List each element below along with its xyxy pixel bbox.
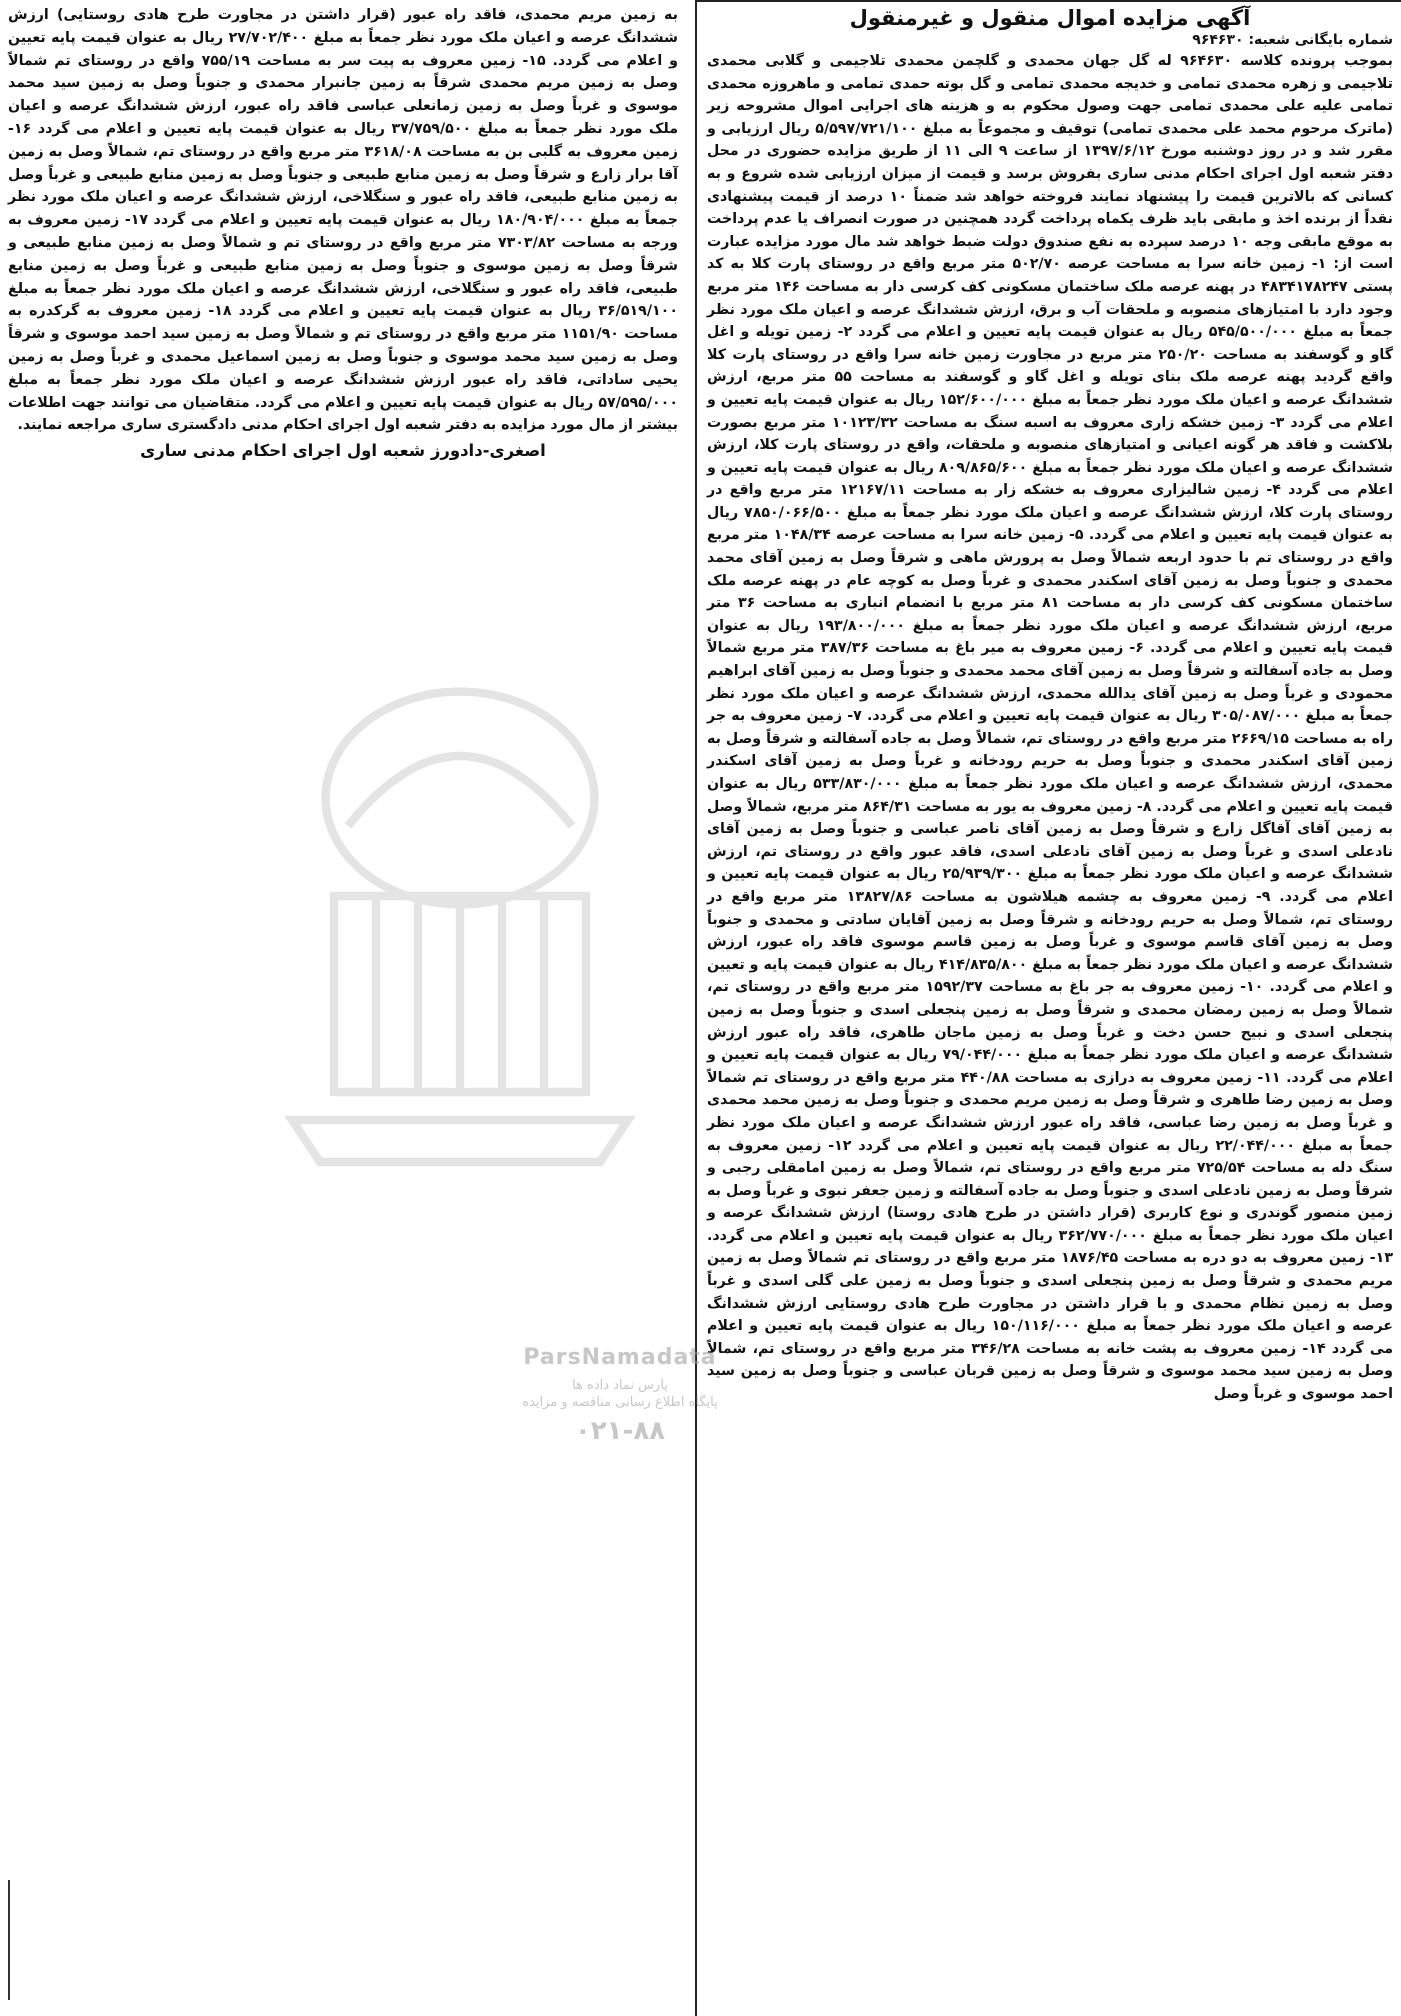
- notice-body-continued: به زمین مریم محمدی، فاقد راه عبور (قرار داشتن در مجاورت طرح هادی روستایی) ارزش ششدانگ عرصه و اعیان ملک مورد نظر جمعاً به مبلغ ۲۷/۷۰۲/۴۰۰ ریال به عنوان قیمت پایه تعیین و اعلام می گردد. ۱۵- زمین معروف به پیت سر به مساحت ۷۵۵/۱۹ واقع در روستای تم شمالاً وصل به زمین مریم محمدی شرقاً به زمین جانبرار محمدی و جنوباً وصل به زمین سید محمد موسوی و غرباً وصل به زمین زمانعلی عباسی فاقد راه عبور، ارزش ششدانگ عرصه و اعیان ملک مورد نظر جمعاً به مبلغ ۳۷/۷۵۹/۵۰۰ ریال به عنوان قیمت پایه تعیین و اعلام می گردد ۱۶- زمین معروف به گلبی بن به مساحت ۳۶۱۸/۰۸ متر مربع واقع در روستای تم، شمالاً وصل به زمین آقا برار زارع و شرقاً وصل به زمین منابع طبیعی و جنوباً وصل به زمین منابع طبیعی و غرباً وصل به زمین منابع طبیعی، فاقد راه عبور و سنگلاخی، ارزش ششدانگ عرصه و اعیان ملک مورد نظر جمعاً به مبلغ ۱۸۰/۹۰۴/۰۰۰ ریال به عنوان قیمت پایه تعیین و اعلام می گردد ۱۷- زمین معروف به ورجه به مساحت ۷۳۰۳/۸۲ متر مربع واقع در روستای تم و شمالاً وصل به زمین منابع طبیعی و شرقاً وصل به زمین موسوی و جنوباً وصل به زمین منابع طبیعی و غرباً وصل به زمین منابع طبیعی، فاقد راه عبور و سنگلاخی، ارزش ششدانگ عرصه و اعیان ملک مورد نظر جمعاً به مبلغ ۳۶/۵۱۹/۱۰۰ ریال به عنوان قیمت پایه تعیین و اعلام می گردد ۱۸- زمین معروف به گرکدره به مساحت ۱۱۵۱/۹۰ متر مربع واقع در روستای تم و شمالاً وصل به زمین سید احمد موسوی و شرقاً وصل به زمین سید محمد موسوی و جنوباً وصل به زمین اسماعیل محمدی و غرباً وصل به زمین یحیی ساداتی، فاقد راه عبور ارزش ششدانگ عرصه و اعیان ملک مورد نظر جمعاً به مبلغ ۵۷/۵۹۵/۰۰۰ ریال به عنوان قیمت پایه تعیین و اعلام می گردد. متقاضیان می توانند جهت اطلاعات بیشتر از مال مورد مزایده به دفتر شعبه اول اجرای احکام مدنی دادگستری ساری مراجعه نمایند.: [8, 7, 679, 434]
- column-top-border: [697, 0, 1401, 2]
- notice-signature: اصغری-دادورز شعبه اول اجرای احکام مدنی ساری: [140, 441, 546, 461]
- watermark-tagline: پارس نماد داده ها: [572, 1378, 668, 1393]
- watermark-building-logo: [180, 630, 740, 1190]
- watermark-brand: ParsNamadata: [523, 1345, 717, 1370]
- page-edge-line: [8, 1880, 16, 2000]
- watermark-subtitle: پایگاه اطلاع رسانی مناقصه و مزایده: [522, 1395, 718, 1410]
- auction-notice-continuation-column: [0, 0, 686, 700]
- notice-title: آگهی مزایده اموال منقول و غیرمنقول: [849, 6, 1251, 30]
- archive-number: شماره بایگانی شعبه: ۹۶۴۶۳۰: [1192, 32, 1393, 48]
- notice-body-main: بموجب پرونده کلاسه ۹۶۴۶۳۰ له گل جهان محمدی و گلچمن محمدی تلاجیمی و گلابی محمدی تلاجیمی و زهره محمدی تمامی و خدیجه محمدی تمامی و گل بوته حمدی تمامی و ماهروزه محمدی تمامی علیه علی محمدی تمامی جهت وصول محکوم به و هزینه های اجرایی اموال مشروحه زیر (ماترک مرحوم محمد علی محمدی تمامی) توقیف و مجموعاً به مبلغ ۵/۵۹۷/۷۲۱/۱۰۰ ریال ارزیابی و مقرر شد و در روز دوشنبه مورخ ۱۳۹۷/۶/۱۲ از ساعت ۹ الی ۱۱ از طریق مزایده حضوری در محل دفتر شعبه اول اجرای احکام مدنی ساری بفروش برسد و قیمت از میزان ارزیابی شده شروع و به کسانی که بالاترین قیمت را پیشنهاد نمایند فروخته خواهد شد ضمناً ۱۰ درصد از قیمت پیشنهادی نقداً از برنده اخذ و مابقی باید ظرف یکماه پرداخت گردد همچنین در صورت انصراف یا عدم پرداخت به موقع مابقی وجه ۱۰ درصد سپرده به نفع صندوق دولت ضبط خواهد شد مال مورد مزایده عبارت است از: ۱- زمین خانه سرا به مساحت عرصه ۵۰۲/۷۰ متر مربع واقع در روستای پارت کلا به کد پستی ۴۸۳۴۱۷۸۲۴۷ در پهنه عرصه ملک ساختمان مسکونی کف کرسی دار به مساحت ۱۴۶ متر مربع وجود دارد با امتیازهای منصوبه و ملحقات آب و برق، ارزش ششدانگ عرصه و اعیان ملک مورد نظر جمعاً به مبلغ ۵۴۵/۵۰۰/۰۰۰ ریال به عنوان قیمت پایه تعیین و اعلام می گردد ۲- زمین تویله و اغل گاو و گوسفند به مساحت ۲۵۰/۲۰ متر مربع در مجاورت زمین خانه سرا واقع در روستای پارت کلا واقع گردید پهنه عرصه ملک بنای تویله و اغل گاو و گوسفند به مساحت ۵۵ متر مربع، ارزش ششدانگ عرصه و اعیان ملک مورد نظر جمعاً به مبلغ ۱۵۲/۶۰۰/۰۰۰ ریال به عنوان قیمت پایه تعیین و اعلام می گردد ۳- زمین خشکه زاری معروف به اسبه سنگ به مساحت ۱۰۱۲۳/۳۲ متر مربع بصورت بلاکشت و فاقد هر گونه اعیانی و امتیازهای منصوبه و ملحقات، واقع در روستای پارت کلا، ارزش ششدانگ عرصه و اعیان ملک مورد نظر جمعاً به مبلغ ۸۰۹/۸۶۵/۶۰۰ ریال به عنوان قیمت پایه تعیین و اعلام می گردد ۴- زمین شالیزاری معروف به خشکه زار به مساحت ۱۲۱۶۷/۱۱ متر مربع واقع در روستای پارت کلا، ارزش ششدانگ عرصه و اعیان ملک مورد نظر جمعاً به مبلغ ۷۸۵۰/۰۶۶/۵۰۰ ریال به عنوان قیمت پایه تعیین و اعلام می گردد. ۵- زمین خانه سرا به مساحت عرصه ۱۰۴۸/۳۴ متر مربع واقع در روستای تم با حدود اربعه شمالاً وصل به پرورش ماهی و شرقاً وصل به زمین آقای محمد محمدی و جنوباً وصل به زمین آقای اسکندر محمدی و غرباً وصل به کوچه عام در پهنه عرصه ملک ساختمان مسکونی کف کرسی دار به مساحت ۸۱ متر مربع با انضمام انباری به مساحت ۳۶ متر مربع، ارزش ششدانگ عرصه و اعیان ملک مورد نظر جمعاً به مبلغ ۱۹۳/۸۰۰/۰۰۰ ریال به عنوان قیمت پایه تعیین و اعلام می گردد. ۶- زمین معروف به میر باغ به مساحت ۳۸۷/۳۶ متر مربع شمالاً وصل به جاده آسفالته و شرقاً وصل به زمین آقای محمد محمدی و جنوباً وصل به زمین آقای ابراهیم محمودی و غرباً وصل به زمین آقای یدالله محمدی، ارزش ششدانگ عرصه و اعیان ملک مورد نظر جمعاً به مبلغ ۳۰۵/۰۸۷/۰۰۰ ریال به عنوان قیمت پایه تعیین و اعلام می گردد. ۷- زمین معروف به جر راه به مساحت ۲۶۶۹/۱۵ متر مربع واقع در روستای تم، شمالاً وصل به جاده آسفالته و شرقاً وصل به زمین آقای اسکندر محمدی و جنوباً وصل به حریم رودخانه و غرباً وصل به زمین آقای اسکندر محمدی، ارزش ششدانگ عرصه و اعیان ملک مورد نظر جمعاً به مبلغ ۵۳۳/۸۳۰/۰۰۰ ریال به عنوان قیمت پایه تعیین و اعلام می گردد. ۸- زمین معروف به یور به مساحت ۸۶۴/۳۱ متر مربع، شمالاً وصل به زمین آقای آقاگل زارع و شرقاً وصل به زمین آقای ناصر عباسی و جنوباً وصل به زمین آقای نادعلی اسدی و غرباً وصل به زمین آقای نادعلی اسدی، فاقد عبور واقع در روستای تم، ارزش ششدانگ عرصه و اعیان ملک مورد نظر جمعاً به مبلغ ۲۵/۹۳۹/۳۰۰ ریال به عنوان قیمت پایه تعیین و اعلام می گردد. ۹- زمین معروف به چشمه هیلاشون به مساحت ۱۳۸۲۷/۸۶ متر مربع واقع در روستای تم، شمالاً وصل به حریم رودخانه و شرقاً وصل به زمین آقایان سادتی و محمدی و جنوباً وصل به زمین آقای قاسم موسوی و غرباً وصل به زمین قاسم موسوی فاقد راه عبور، ارزش ششدانگ عرصه و اعیان ملک مورد نظر جمعاً به مبلغ ۴۱۴/۸۳۵/۸۰۰ ریال به عنوان قیمت پایه و تعیین و اعلام می گردد. ۱۰- زمین معروف به جر باغ به مساحت ۱۵۹۲/۳۷ متر مربع واقع در روستای تم، شمالاً وصل به زمین رمضان محمدی و شرقاً وصل به زمین پنجعلی اسدی و جنوباً وصل به زمین پنجعلی اسدی و نبیح حسن دخت و غرباً وصل به زمین ماجان طاهری، فاقد راه عبور ارزش ششدانگ عرصه و اعیان ملک مورد نظر جمعاً به مبلغ ۷۹/۰۴۴/۰۰۰ ریال به عنوان قیمت پایه تعیین و اعلام می گردد. ۱۱- زمین معروف به درازی به مساحت ۴۴۰/۸۸ متر مربع واقع در روستای تم شمالاً وصل به زمین رضا طاهری و شرقاً وصل به زمین مریم محمدی و جنوباً وصل به زمین محمد محمدی و غرباً وصل به زمین رضا عباسی، فاقد راه عبور ارزش ششدانگ عرصه و اعیان ملک مورد نظر جمعاً به مبلغ ۲۲/۰۴۴/۰۰۰ ریال به عنوان قیمت پایه تعیین و اعلام می گردد ۱۲- زمین معروف به سنگ دله به مساحت ۷۲۵/۵۴ متر مربع واقع در روستای تم، شمالاً وصل به زمین امامقلی رجبی و شرقاً وصل به زمین نادعلی اسدی و جنوباً وصل به جاده آسفالته و زمین جعفر نبوی و غرباً وصل به زمین منصور گوندری و نوع کاربری (قرار داشتن در طرح هادی روستا) ارزش ششدانگ عرصه و اعیان ملک مورد نظر جمعاً به مبلغ ۳۶۲/۷۷۰/۰۰۰ ریال به عنوان قیمت پایه تعیین و اعلام می گردد. ۱۳- زمین معروف به دو دره به مساحت ۱۸۷۶/۴۵ متر مربع واقع در روستای تم شمالاً وصل به زمین مریم محمدی و شرقاً وصل به زمین پنجعلی اسدی و جنوباً وصل به زمین علی گلی اسدی و غرباً وصل به زمین نظام محمدی و با قرار داشتن در مجاورت طرح هادی روستایی ارزش ششدانگ عرصه و اعیان ملک مورد نظر جمعاً به مبلغ ۱۵۰/۱۱۶/۰۰۰ ریال به عنوان قیمت پایه تعیین و اعلام می گردد ۱۴- زمین معروف به پشت خانه به مساحت ۳۴۶/۲۸ متر مربع واقع در روستای تم، شمالاً وصل به زمین سید محمد موسوی و شرقاً وصل به زمین قربان عباسی و جنوباً وصل به زمین سید احمد موسوی و غرباً وصل: [707, 53, 1394, 1403]
- auction-notice-main-column: [695, 0, 1401, 2016]
- watermark-phone: ۰۲۱-۸۸: [574, 1416, 666, 1446]
- watermark-text: [470, 1345, 770, 1446]
